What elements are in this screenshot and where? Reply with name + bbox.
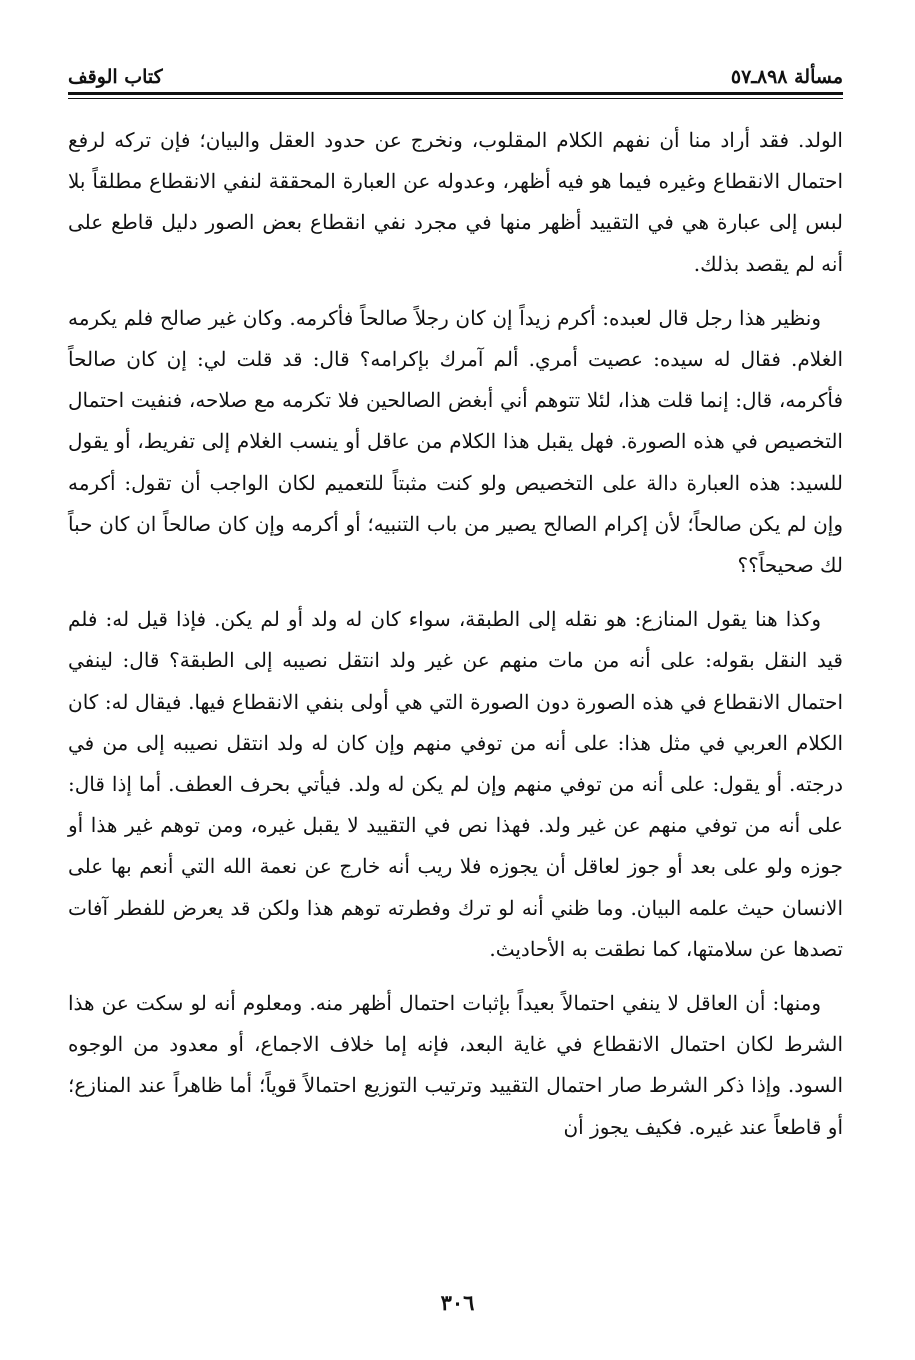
book-title: كتاب الوقف (68, 66, 163, 88)
running-header (68, 58, 843, 88)
issue-number: مسألة ٨٩٨ـ٥٧ (730, 66, 843, 88)
header-rule-thick (68, 92, 843, 95)
paragraph-4: ومنها: أن العاقل لا ينفي احتمالاً بعيداً بإثبات احتمال أظهر منه. ومعلوم أنه لو سكت عن هذا الشرط لكان احتمال الانقطاع في غاية البعد، فإنه إما خلاف الاجماع، أو معدود من الوجوه السود. وإذا ذكر الشرط صار احتمال التقييد وترتيب التوزيع احتمالاً قوياً؛ أما ظاهراً عند المنازع؛ أو قاطعاً عند غيره. فكيف يجوز أن (68, 991, 843, 1139)
paragraph-2: ونظير هذا رجل قال لعبده: أكرم زيداً إن كان رجلاً صالحاً فأكرمه. وكان غير صالح فلم يكرمه الغلام. فقال له سيده: عصيت أمري. ألم آمرك بإكرامه؟ قال: قد قلت لي: إن كان صالحاً فأكرمه، قال: إنما قلت هذا، لئلا تتوهم أني أبغض الصالحين فلا تكرمه مع صلاحه، فنفيت احتمال التخصيص في هذه الصورة. فهل يقبل هذا الكلام من عاقل أو ينسب الغلام إلى تفريط، أو يقول للسيد: هذه العبارة دالة على التخصيص ولو كنت مثبتاً للتعميم لكان الواجب أن تقول: أكرمه وإن لم يكن صالحاً؛ لأن إكرام الصالح يصير من باب التنبيه؛ أو أكرمه وإن كان صالحاً ان كان حباً لك صحيحاً؟؟ (68, 305, 844, 578)
paragraph-3: وكذا هنا يقول المنازع: هو نقله إلى الطبقة، سواء كان له ولد أو لم يكن. فإذا قيل له: فلم قيد النقل بقوله: على أنه من مات منهم عن غير ولد انتقل نصيبه إلى الطبقة؟ قال: لينفي احتمال الانقطاع في هذه الصورة دون الصورة التي هي أولى بنفي الانقطاع فيها. فيقال له: كان الكلام العربي في مثل هذا: على أنه من توفي منهم وإن كان له ولد انتقل نصيبه إلى من في درجته. أو يقول: على أنه من توفي منهم وإن لم يكن له ولد. فيأتي بحرف العطف. أما إذا قال: على أنه من توفي منهم عن غير ولد. فهذا نص في التقييد لا يقبل غيره، ومن توهم غير هذا أو جوزه ولو على بعد أو جوز لعاقل أن يجوزه فلا ريب أنه خارج عن نعمة الله التي أنعم بها على الانسان حيث علمه البيان. وما ظني أنه لو ترك وفطرته توهم هذا ولكن قد يعرض للفطر آفات تصدها عن سلامتها، كما نطقت به الأحاديث. (68, 607, 843, 961)
header-rule-thin (68, 98, 843, 99)
page-number: ٣٠٦ (440, 1290, 475, 1315)
body-text (68, 120, 843, 1148)
paragraph-1: الولد. فقد أراد منا أن نفهم الكلام المقلوب، ونخرج عن حدود العقل والبيان؛ فإن تركه لرفع احتمال الانقطاع وغيره فيما هو فيه أظهر، وعدوله عن العبارة المحققة لنفي الانقطاع مطلقاً بلا لبس إلى عبارة هي في التقييد أظهر منها في مجرد نفي انقطاع بعض الصور دليل قاطع على أنه لم يقصد بذلك. (68, 128, 843, 276)
